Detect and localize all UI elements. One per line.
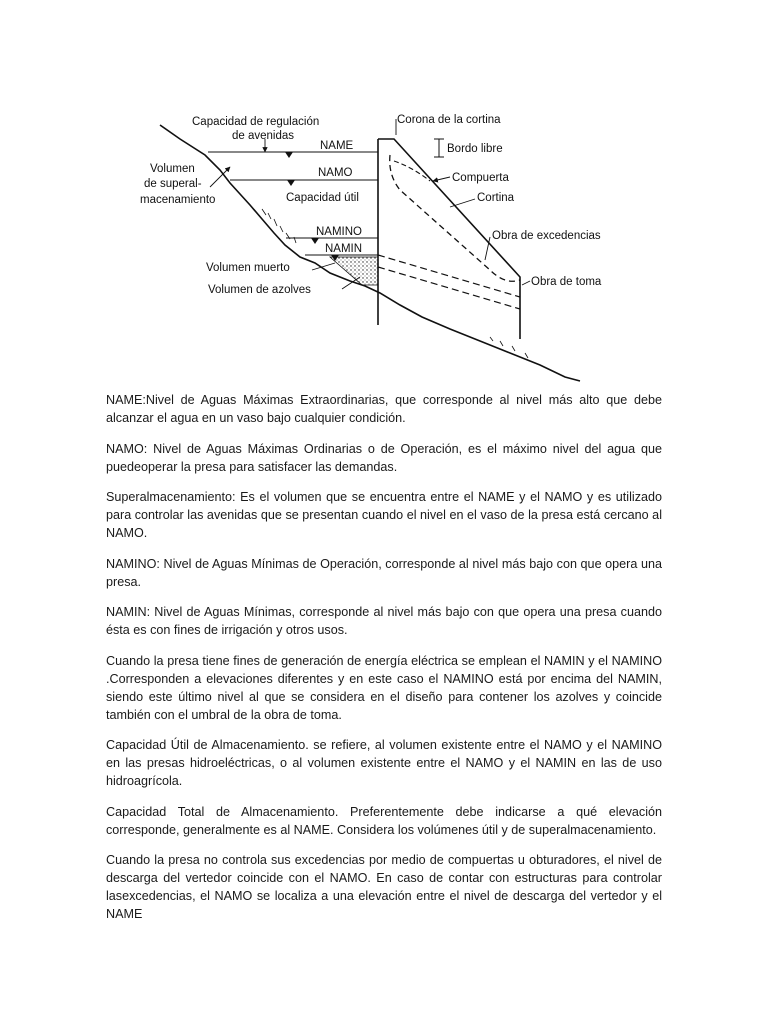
- label-volumen-super-2: de superal-: [144, 178, 202, 190]
- label-capacidad-regulacion-2: de avenidas: [232, 130, 295, 142]
- name-level-marker-icon: [285, 152, 293, 158]
- bordo-libre-marker: [434, 139, 444, 157]
- paragraph-superalmacenamiento: Superalmacenamiento: Es el volumen que se encuentra entre el NAME y el NAMO y es utilizado para controlar las avenidas que se presentan cuando el nivel en el vaso de la presa está cercano al NAMO.: [106, 490, 662, 540]
- label-capacidad-util: Capacidad útil: [286, 192, 359, 204]
- paragraph-capacidad-util: Capacidad Útil de Almacenamiento. se refiere, al volumen existente entre el NAMO y el NAMINO en las presas hidroeléctricas, o al volumen existente entre el NAMO y el NAMIN en las de uso hidroagrícola.: [106, 738, 662, 788]
- label-namin: NAMIN: [325, 243, 363, 255]
- paragraph-name: NAME:Nivel de Aguas Máximas Extraordinarias, que corresponde al nivel más alto que debe alcanzar el agua en un vaso bajo cualquier condición.: [106, 393, 662, 425]
- body-text: [106, 391, 662, 936]
- label-obra-excedencias: Obra de excedencias: [492, 230, 601, 242]
- namino-level-marker-icon: [311, 238, 319, 244]
- label-volumen-muerto: Volumen muerto: [206, 262, 290, 274]
- paragraph-capacidad-total: Capacidad Total de Almacenamiento. Preferentemente debe indicarse a qué elevación corresponde, generalmente es al NAME. Considera los volúmenes útil y de superalmacenamiento.: [106, 804, 662, 837]
- label-obra-toma: Obra de toma: [531, 276, 602, 288]
- namo-level-marker-icon: [287, 180, 295, 186]
- intake-dashed-1: [378, 255, 520, 297]
- intake-dashed-2: [378, 267, 520, 309]
- paragraph-namo: NAMO: Nivel de Aguas Máximas Ordinarias o de Operación, es el máximo nivel del agua que puedeoperar la presa para satisfacer las demandas.: [106, 441, 662, 474]
- label-namino: NAMINO: [316, 226, 362, 238]
- gate-dashed: [394, 161, 430, 181]
- label-corona: Corona de la cortina: [397, 114, 501, 126]
- label-cortina: Cortina: [477, 192, 515, 204]
- paragraph-namino: NAMINO: Nivel de Aguas Mínimas de Operación, corresponde al nivel más bajo con que opera una presa.: [106, 556, 662, 589]
- label-name: NAME: [320, 140, 354, 152]
- label-volumen-super-3: macenamiento: [140, 194, 216, 206]
- label-volumen-azolves: Volumen de azolves: [208, 284, 311, 296]
- label-bordo-libre: Bordo libre: [447, 143, 503, 155]
- paragraph-energia: Cuando la presa tiene fines de generación de energía eléctrica se emplean el NAMIN y el NAMINO .Corresponden a elevaciones diferentes y en este caso el NAMINO está por encima del NAMIN, siendo este último nivel al que se considera en el diseño para contener los azolves y coincide también con el umbral de la obra de toma.: [106, 653, 662, 722]
- paragraph-excedencias: Cuando la presa no controla sus excedencias por medio de compuertas u obturadores, el nivel de descarga del vertedor coincide con el NAMO. En caso de contar con estructuras para controlar lasexcedencias, el NAMO se localiza a una elevación entre el nivel de descarga del vertedor y el NAME: [106, 853, 662, 921]
- paragraph-namin: NAMIN: Nivel de Aguas Mínimas, corresponde al nivel más bajo con que opera una presa cuando ésta es con fines de irrigación y otros usos.: [106, 605, 662, 637]
- dam-diagram: [140, 105, 640, 385]
- label-capacidad-regulacion-1: Capacidad de regulación: [192, 116, 320, 128]
- label-namo: NAMO: [318, 167, 353, 179]
- label-compuerta: Compuerta: [452, 172, 509, 184]
- label-volumen-super-1: Volumen: [150, 163, 195, 175]
- ground-line: [160, 125, 580, 381]
